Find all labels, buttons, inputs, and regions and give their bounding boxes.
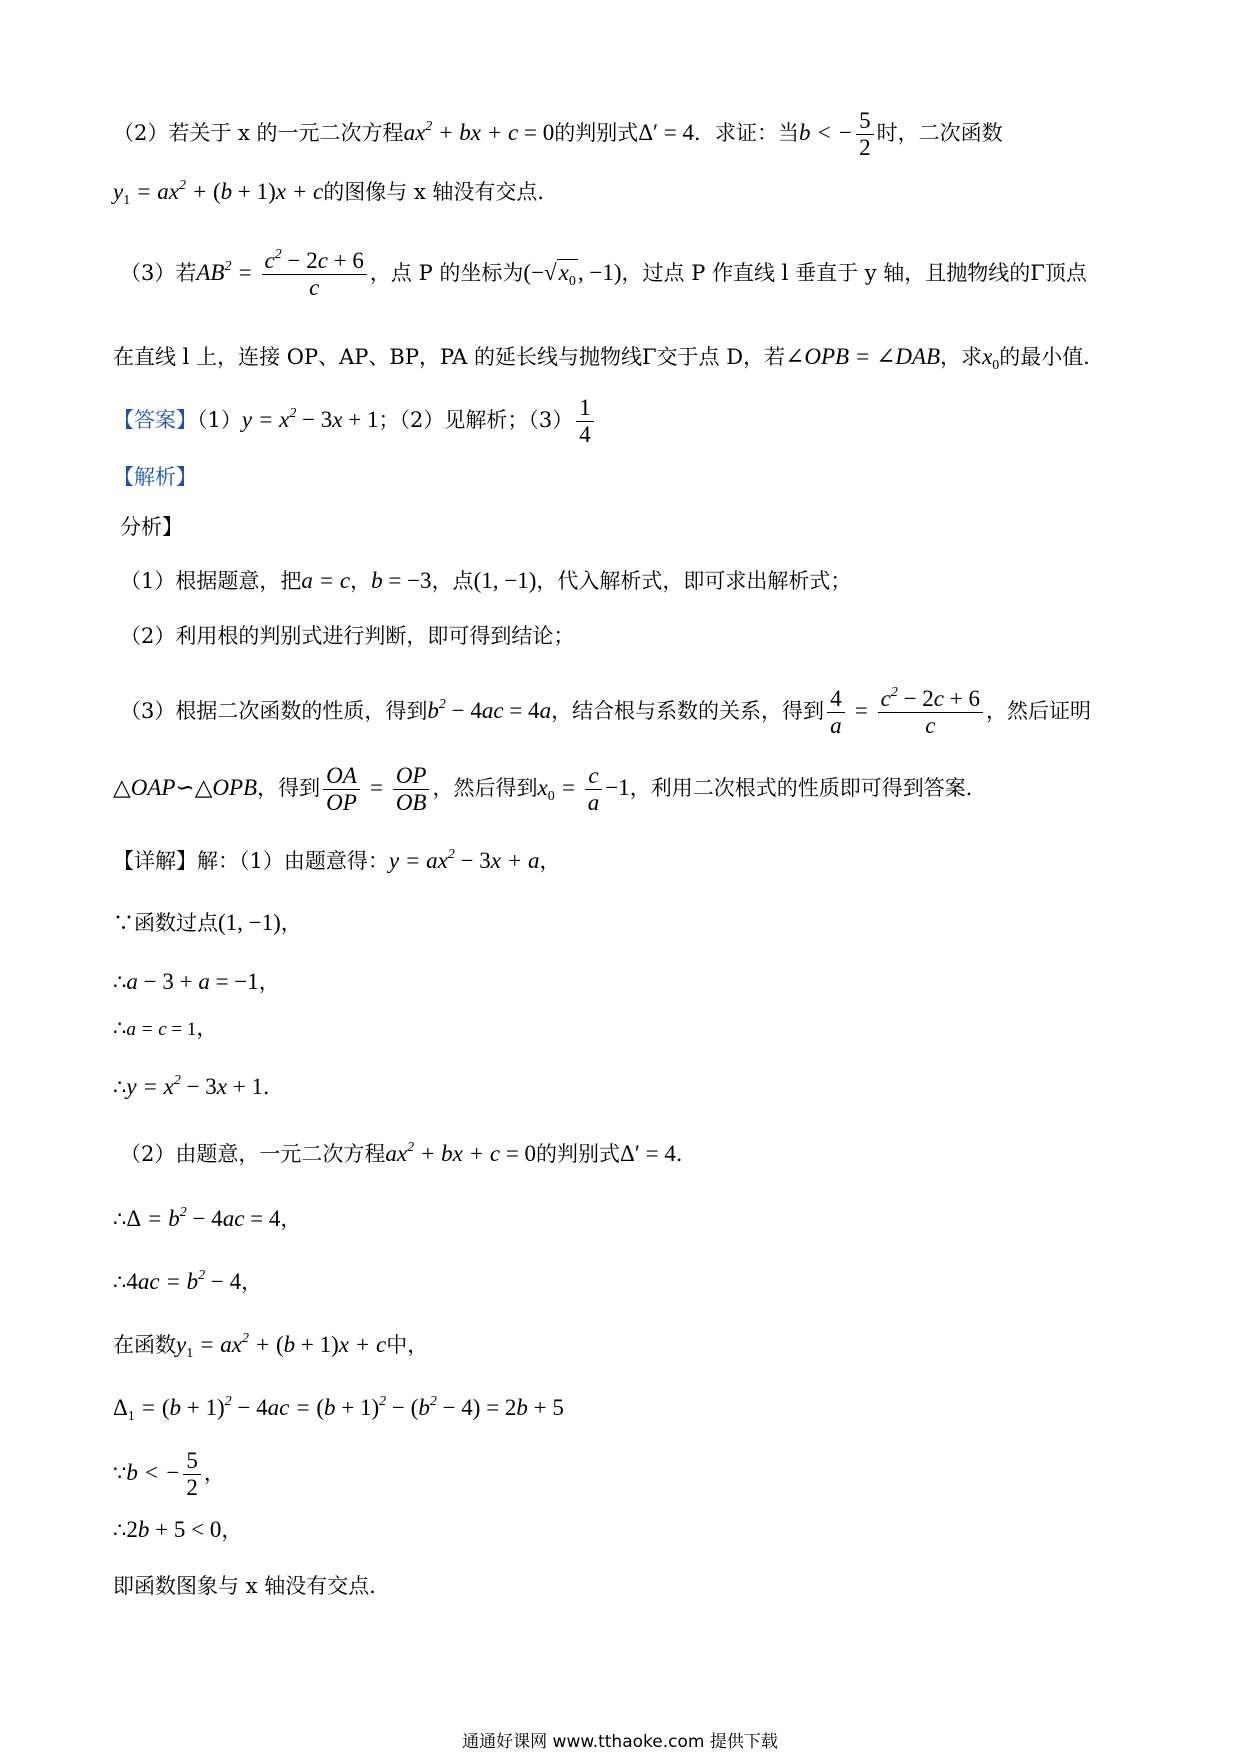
detail-tag: 【详解】 bbox=[113, 849, 197, 873]
detail-9 bbox=[113, 1331, 428, 1359]
q3-x0: $x_0$ bbox=[982, 344, 1000, 373]
therefore-sign: ∴ bbox=[113, 1518, 127, 1542]
detail-9b: 中， bbox=[386, 1333, 429, 1357]
q2-function: $y_1 = ax^2 + (b + 1)x + c$ bbox=[113, 178, 324, 208]
answer-p1: （1） bbox=[197, 408, 242, 433]
analysis-1d: ，代入解析式，即可求出解析式； bbox=[536, 569, 852, 593]
q3-ab-formula: $AB^2$ = $\frac{c^2 - 2c + 6}{c}$ bbox=[196, 260, 370, 285]
analysis-1-eq2: b = −3 bbox=[371, 568, 432, 593]
analysis-4-similar: △OAP∽△OPB bbox=[113, 775, 258, 801]
answer-3: $\frac{1}{4}$ bbox=[573, 407, 597, 432]
detail-10-eq: $\Delta_1 = (b + 1)^2 - 4ac = (b + 1)^2 - (b^2 - 4) = 2b + 5$ bbox=[113, 1394, 564, 1424]
q3-text-f: 的最小值． bbox=[999, 345, 1105, 369]
jiexi-tag: 【解析】 bbox=[113, 465, 197, 489]
detail-3: ∴a − 3 + a = −1， bbox=[113, 969, 280, 994]
analysis-3 bbox=[120, 686, 1091, 740]
analysis-1-eq1: a = c bbox=[301, 568, 351, 593]
detail-4-eq: a = c = 1 bbox=[126, 1019, 197, 1040]
detail-13: 即函数图象与 x 轴没有交点． bbox=[113, 1574, 391, 1598]
analysis-title: 分析】 bbox=[120, 515, 183, 539]
detail-6: （2）由题意，一元二次方程$ax^2$ + bx + c = 0的判别式Δ′ = 4． bbox=[120, 1140, 697, 1166]
analysis-4-x0: $x_0$ = $\frac{c}{a}$ −1 bbox=[537, 763, 630, 816]
q3-angle-eq: ∠OPB = ∠DAB bbox=[785, 344, 941, 369]
analysis-4b: ，得到 bbox=[257, 776, 321, 801]
detail-8-eq: $4ac = b^2 - 4$ bbox=[126, 1268, 242, 1294]
detail-7: ∴Δ = $b^2 - 4ac = 4$， bbox=[113, 1205, 302, 1231]
q2-line1 bbox=[113, 108, 1003, 162]
q3-point-p: ($-√x_0$, −1) bbox=[523, 260, 622, 290]
detail-6a: （2）由题意，一元二次方程 bbox=[120, 1142, 386, 1166]
detail-9a: 在函数 bbox=[113, 1333, 176, 1357]
detail-11: ∵b < − $\frac{5}{2}$ ， bbox=[113, 1448, 225, 1501]
page-footer: 通通好课网 www.tthaoke.com 提供下载 bbox=[462, 1732, 778, 1752]
detail-11-eq: b < − $\frac{5}{2}$ bbox=[126, 1460, 204, 1485]
because-sign: ∵ bbox=[113, 1461, 127, 1486]
therefore-sign: ∴ bbox=[113, 970, 127, 994]
q2-equation: $ax^2$ + bx + c = 0 bbox=[403, 119, 555, 146]
answer-tag: 【答案】 bbox=[113, 408, 197, 433]
detail-3-eq: a − 3 + a = −1 bbox=[126, 969, 259, 994]
therefore-sign: ∴ bbox=[113, 1016, 127, 1040]
detail-8: ∴4ac = $b^2 - 4$， bbox=[113, 1268, 263, 1294]
analysis-3a: （3）根据二次函数的性质，得到 bbox=[120, 699, 428, 724]
detail-6-disc: Δ′ = 4 bbox=[620, 1141, 676, 1166]
analysis-4-ratio: $\frac{OA}{OP}$ = $\frac{OP}{OB}$ bbox=[320, 775, 432, 800]
analysis-3-eq1: $b^2 - 4ac = 4a$ bbox=[427, 697, 552, 724]
q3-text-c: ，过点 P 作直线 l 垂直于 y 轴，且抛物线的Γ顶点 bbox=[621, 261, 1087, 286]
analysis-3-eq2: $\frac{4}{a}$ = $\frac{c^2 - 2c + 6}{c}$ bbox=[824, 698, 986, 723]
analysis-2: （2）利用根的判别式进行判断，即可得到结论； bbox=[120, 624, 575, 648]
therefore-sign: ∴ bbox=[113, 1207, 127, 1231]
q3-text-e: ，求 bbox=[940, 345, 983, 369]
detail-9-eq: $y_1 = ax^2 + (b + 1)x + c$ bbox=[176, 1331, 387, 1361]
detail-6b: 的判别式 bbox=[536, 1142, 621, 1166]
detail-2: ∵函数过点(1, −1)， bbox=[113, 910, 302, 935]
detail-6-eq: $ax^2$ + bx + c = 0 bbox=[385, 1140, 537, 1166]
analysis-1 bbox=[120, 567, 851, 595]
analysis-3b: ，结合根与系数的关系，得到 bbox=[551, 699, 825, 724]
answer-1: $y = x^2 - 3x + 1$ bbox=[241, 406, 379, 433]
detail-4: ∴a = c = 1， bbox=[113, 1016, 218, 1040]
analysis-1-point: (1, −1) bbox=[473, 568, 537, 593]
detail-12: ∴2b + 5 < 0， bbox=[113, 1517, 243, 1542]
q3-text-a: （3）若 bbox=[120, 261, 197, 286]
analysis-4c: ，然后得到 bbox=[432, 776, 538, 801]
analysis-1c: ，点 bbox=[431, 569, 474, 593]
detail-1-eq: $y = ax^2 - 3x + a$ bbox=[388, 847, 540, 873]
detail-2-text: ∵函数过点 bbox=[113, 911, 218, 935]
q2-text-d: 时，二次函数 bbox=[876, 121, 1003, 146]
q3-line1 bbox=[120, 248, 1087, 302]
analysis-4 bbox=[113, 763, 987, 817]
q2-text-c: ．求证：当 bbox=[694, 121, 800, 146]
q2-text-e: 的图像与 x 轴没有交点． bbox=[323, 180, 559, 204]
therefore-sign: ∴ bbox=[113, 1075, 127, 1099]
detail-2-point: (1, −1) bbox=[218, 910, 281, 935]
q2-line2 bbox=[113, 178, 558, 206]
answer-p2: ；（2）见解析；（3） bbox=[378, 408, 574, 433]
q3-text-d: 在直线 l 上，连接 OP、AP、BP，PA 的延长线与抛物线Γ交于点 D，若 bbox=[113, 345, 786, 369]
detail-12-eq: 2b + 5 < 0 bbox=[126, 1517, 222, 1542]
detail-7-eq: $\Delta = b^2 - 4ac = 4$ bbox=[126, 1205, 281, 1231]
q2-discriminant: Δ′ = 4 bbox=[638, 120, 695, 146]
detail-5: ∴y = $x^2 - 3x + 1$． bbox=[113, 1073, 284, 1099]
detail-1-text: 解：（1）由题意得： bbox=[197, 849, 389, 873]
q3-text-b: ，点 P 的坐标为 bbox=[369, 261, 524, 286]
detail-1: 【详解】解：（1）由题意得：$y = ax^2 - 3x + a$， bbox=[113, 847, 561, 873]
therefore-sign: ∴ bbox=[113, 1270, 127, 1294]
q2-condition: b < − $\frac{5}{2}$ bbox=[799, 120, 877, 145]
q3-line2 bbox=[113, 343, 1104, 371]
analysis-3c: ，然后证明 bbox=[986, 699, 1091, 724]
analysis-1a: （1）根据题意，把 bbox=[120, 569, 302, 593]
detail-10 bbox=[113, 1394, 564, 1422]
q2-text-b: 的判别式 bbox=[554, 121, 639, 146]
detail-5-eq: $y = x^2 - 3x + 1$ bbox=[126, 1073, 263, 1099]
analysis-1b: ， bbox=[350, 569, 372, 593]
analysis-4d: ，利用二次根式的性质即可得到答案． bbox=[629, 776, 987, 801]
q2-text-a: （2）若关于 x 的一元二次方程 bbox=[113, 121, 404, 146]
answer-line bbox=[113, 395, 597, 449]
